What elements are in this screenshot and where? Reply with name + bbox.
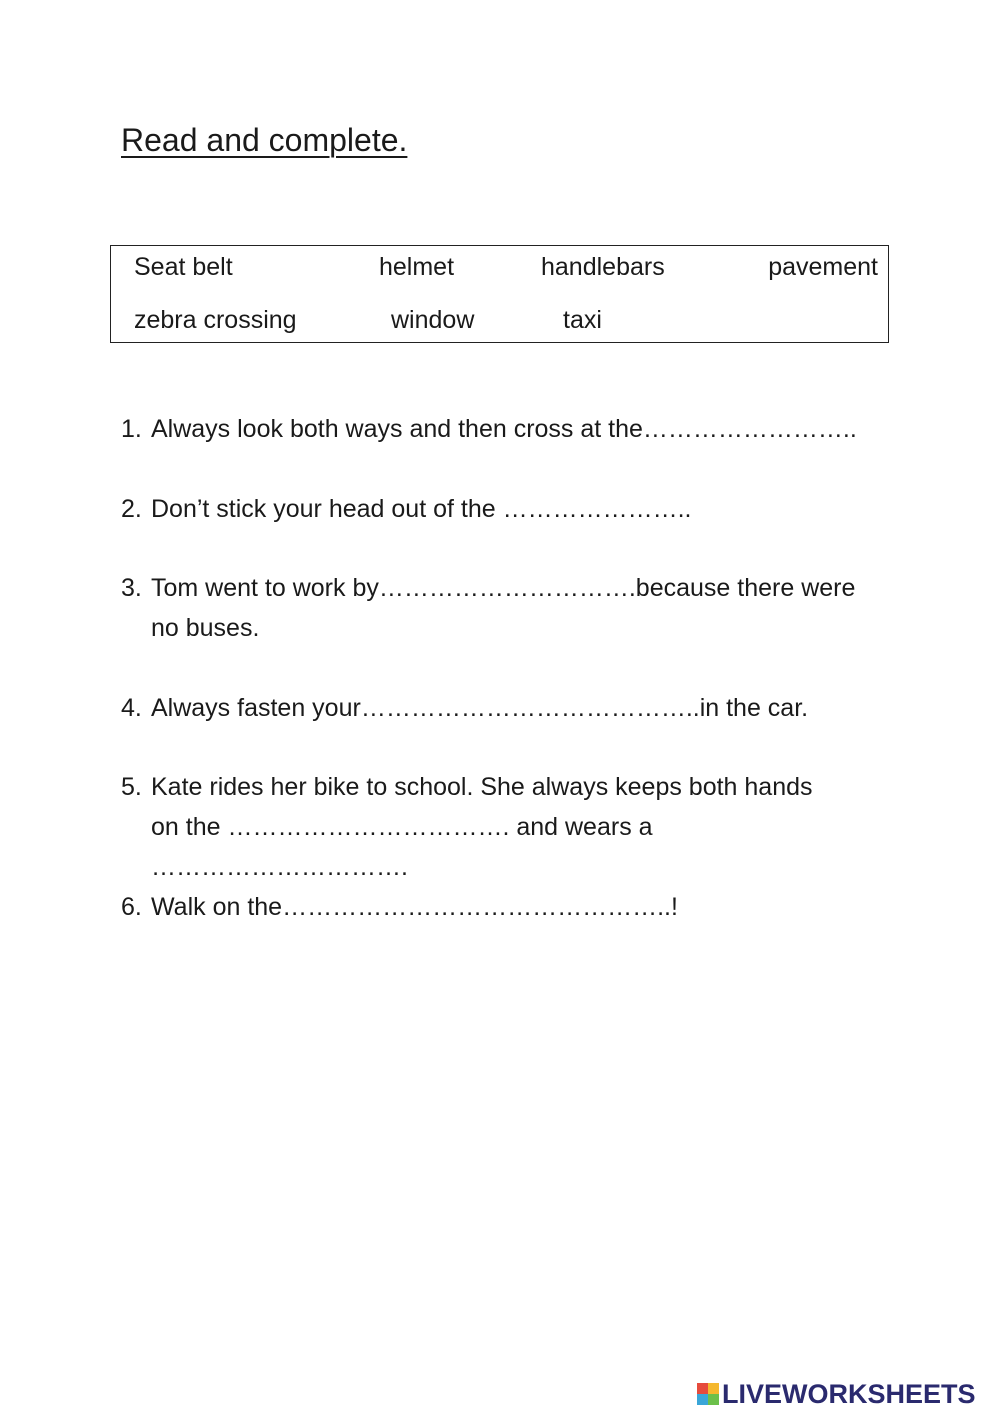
logo-square-yellow xyxy=(708,1383,719,1394)
sentence-number: 3. xyxy=(121,574,142,602)
liveworksheets-logo-icon xyxy=(697,1383,719,1405)
liveworksheets-logo-text: LIVEWORKSHEETS xyxy=(722,1378,976,1409)
sentence-text: Always fasten your…………………………………..in the car. xyxy=(151,694,809,722)
word-bank-item: handlebars xyxy=(541,253,665,281)
sentence-number: 5. xyxy=(121,773,142,801)
sentence-text: Kate rides her bike to school. She always keeps both hands xyxy=(151,773,813,801)
sentence-number: 2. xyxy=(121,495,142,523)
sentence-number: 1. xyxy=(121,415,142,443)
logo-square-blue xyxy=(697,1394,708,1405)
word-bank-item: window xyxy=(391,306,475,334)
sentence-number: 6. xyxy=(121,893,142,921)
logo-square-red xyxy=(697,1383,708,1394)
logo-square-green xyxy=(708,1394,719,1405)
word-bank-box xyxy=(110,245,889,343)
sentence-3 xyxy=(121,568,891,648)
sentence-text-continued: on the ……………………………. and wears a …………………………. xyxy=(151,813,653,881)
sentence-number: 4. xyxy=(121,694,142,722)
sentence-text: Don’t stick your head out of the ………………….. xyxy=(151,495,692,523)
sentence-4 xyxy=(121,688,891,728)
sentence-text: Walk on the………………………………………..! xyxy=(151,893,678,921)
sentence-6 xyxy=(121,887,891,927)
word-bank-item: taxi xyxy=(563,306,602,334)
word-bank-item: Seat belt xyxy=(134,253,233,281)
sentence-text: Always look both ways and then cross at the…………………….. xyxy=(151,415,857,443)
sentence-5 xyxy=(121,767,891,887)
word-bank-item: pavement xyxy=(768,253,878,281)
sentence-1 xyxy=(121,409,891,449)
worksheet-title: Read and complete. xyxy=(121,122,408,158)
word-bank-item: zebra crossing xyxy=(134,306,297,334)
liveworksheets-logo xyxy=(697,1377,976,1411)
sentence-text-continued: no buses. xyxy=(151,614,260,642)
sentence-2 xyxy=(121,489,891,529)
word-bank-item: helmet xyxy=(379,253,455,281)
sentence-text: Tom went to work by………………………….because there were xyxy=(151,574,856,602)
